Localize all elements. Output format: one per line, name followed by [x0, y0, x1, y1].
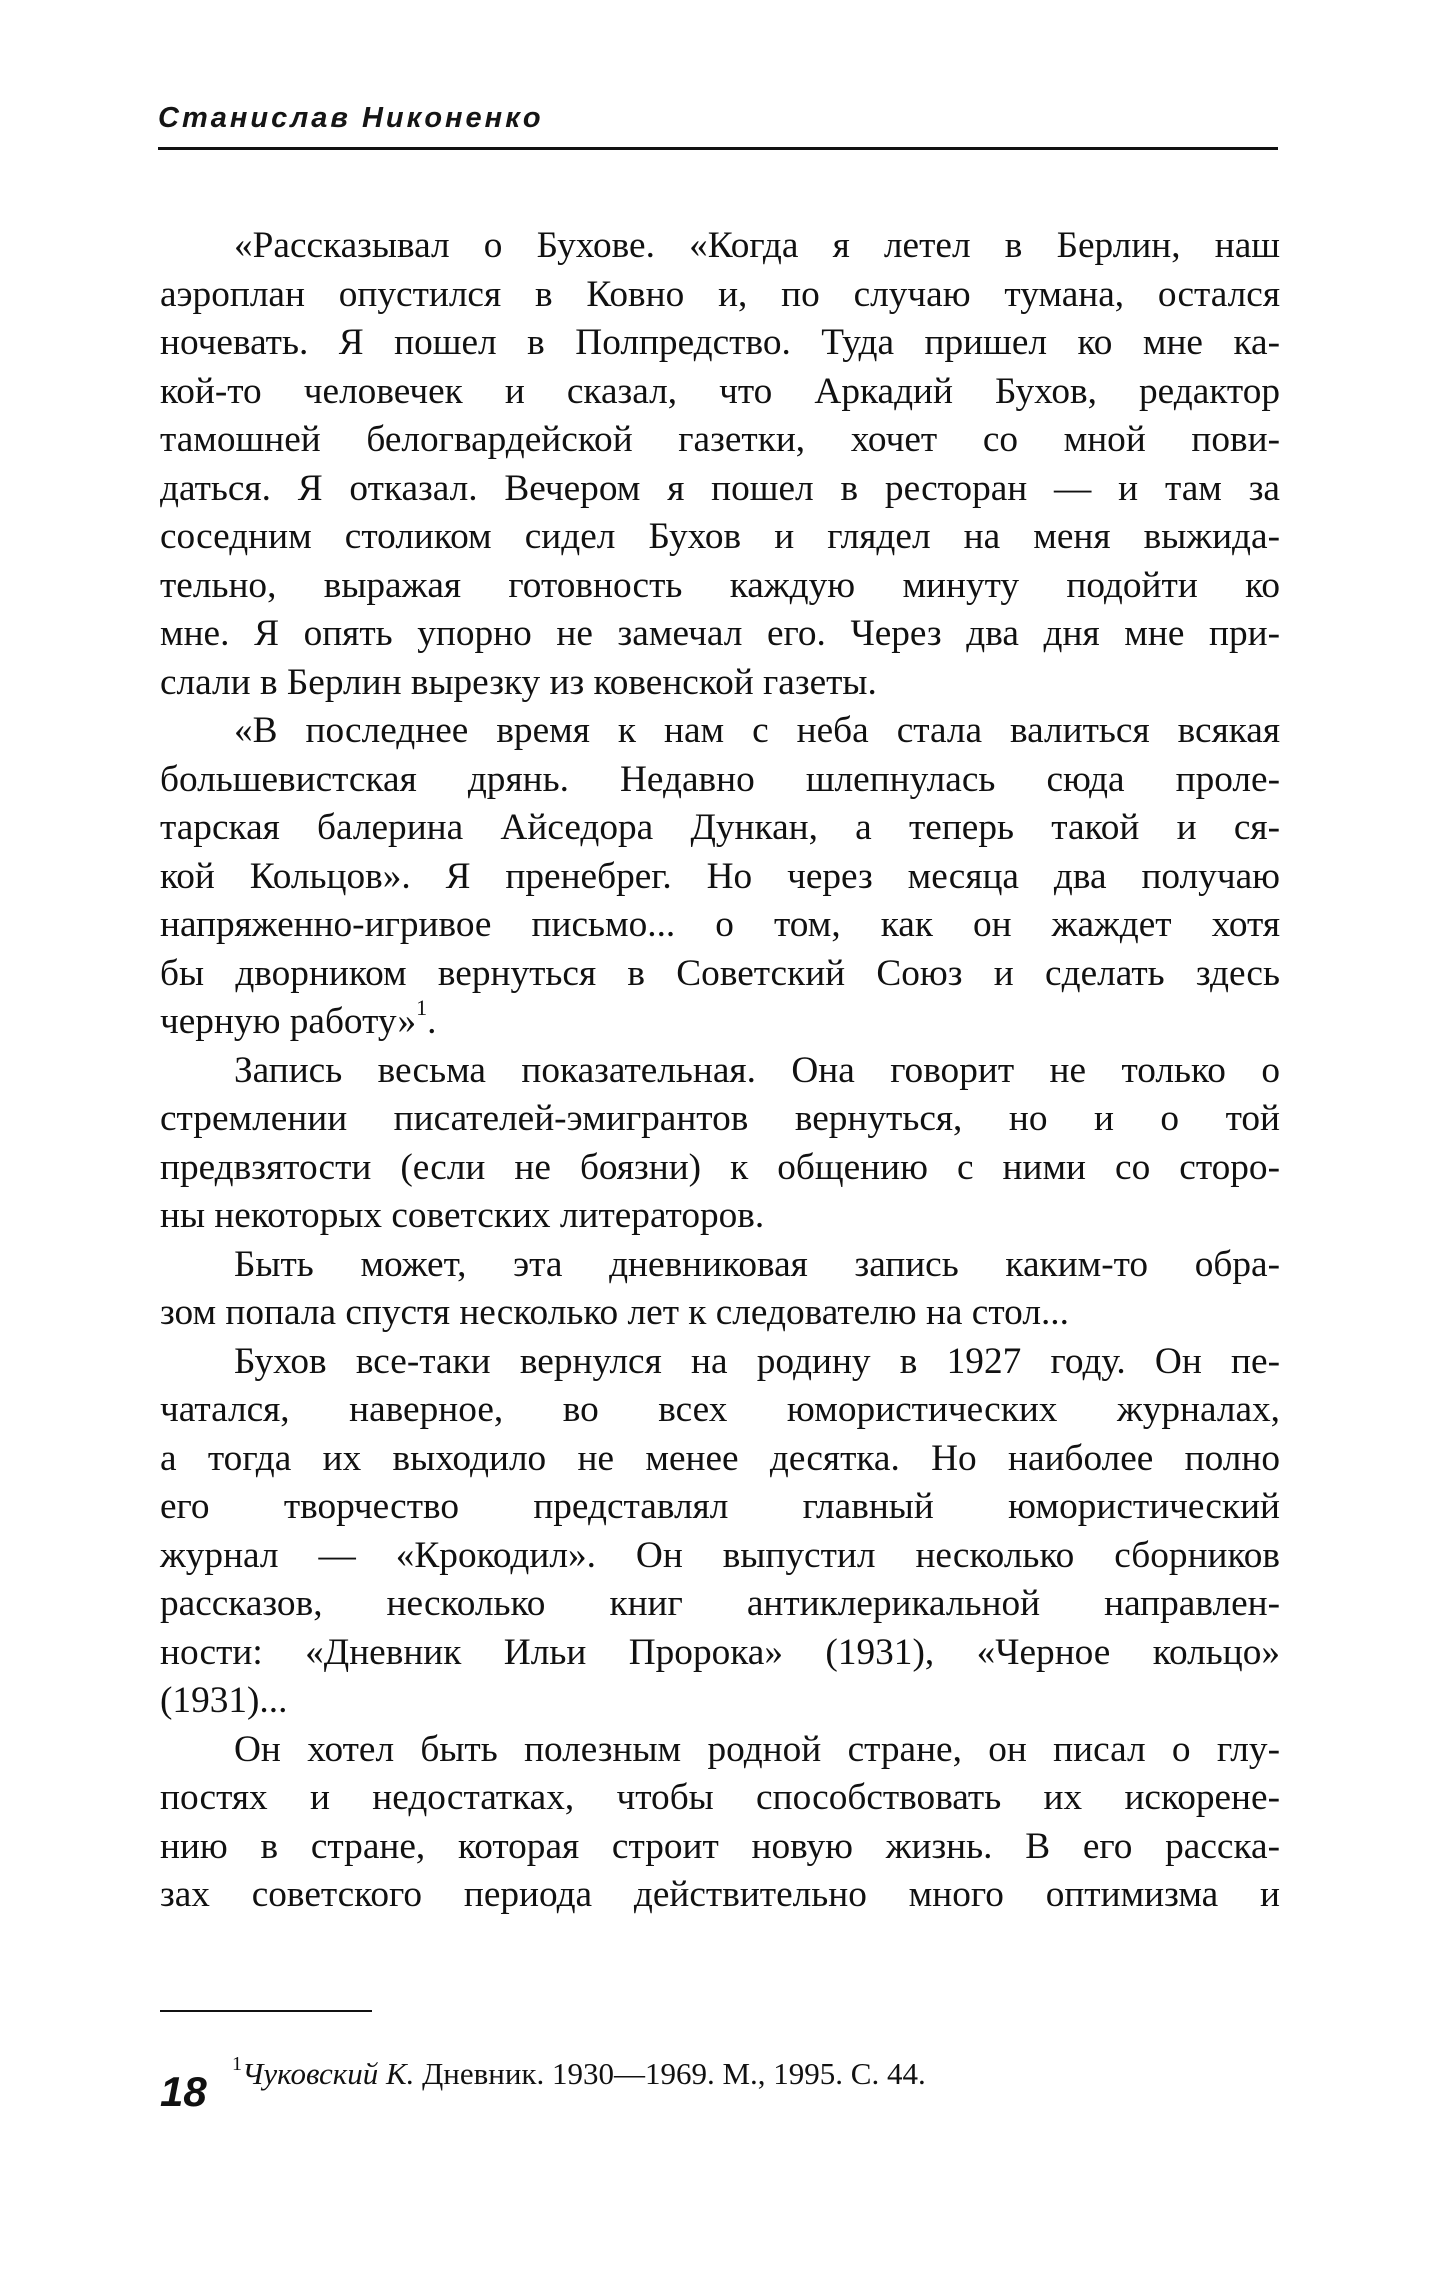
text-line-with-ref [160, 995, 1280, 1047]
text-line: тамошней белогвардейской газетки, хочет со мной пови- [160, 419, 1280, 460]
text-line: бы дворником вернуться в Советский Союз и сделать здесь [160, 952, 1280, 994]
text-line: тарская балерина Айседора Дункан, а теперь такой и ся- [160, 807, 1280, 848]
text-line: ны некоторых советских литераторов. [160, 1195, 765, 1236]
text-line: чатался, наверное, во всех юмористических журналах, [160, 1389, 1280, 1430]
text-line: большевистская дрянь. Недавно шлепнулась сюда проле- [160, 758, 1280, 800]
footnote-text: Дневник. 1930—1969. М., 1995. С. 44. [414, 2056, 926, 2091]
text-line: даться. Я отказал. Вечером я пошел в ресторан — и там за [160, 467, 1280, 509]
header-rule [158, 147, 1278, 150]
page-number: 18 [160, 2068, 207, 2115]
text-line: кой-то человечек и сказал, что Аркадий Бухов, редактор [160, 370, 1280, 412]
ref-trailing: . [427, 1001, 437, 1042]
text-line: его творчество представлял главный юмористический [160, 1486, 1280, 1527]
text-line: рассказов, несколько книг антиклерикальной направлен- [160, 1583, 1280, 1624]
text-line: мне. Я опять упорно не замечал его. Через два дня мне при- [160, 613, 1280, 654]
text-line: черную работу» [160, 1001, 417, 1042]
paragraph [160, 707, 1280, 1047]
text-line: предвзятости (если не боязни) к общению с ними со сторо- [160, 1146, 1280, 1188]
footnote-number: 1 [232, 2053, 242, 2075]
text-line: зах советского периода действительно много оптимизма и [160, 1874, 1280, 1915]
text-line: журнал — «Крокодил». Он выпустил несколько сборников [160, 1534, 1280, 1576]
paragraph [160, 1241, 1280, 1338]
text-line: соседним столиком сидел Бухов и глядел на меня выжида- [160, 516, 1280, 557]
text-line: зом попала спустя несколько лет к следователю на стол... [160, 1292, 1069, 1333]
text-line: кой Кольцов». Я пренебрег. Но через месяца два получаю [160, 855, 1280, 897]
text-line: стремлении писателей-эмигрантов вернуться, но и о той [160, 1098, 1280, 1139]
footnote-author: Чуковский К. [242, 2056, 415, 2091]
text-line: постях и недостатках, чтобы способствовать их искорене- [160, 1777, 1280, 1818]
footnote [232, 2053, 926, 2092]
paragraph [160, 222, 1280, 707]
text-line: (1931)... [160, 1680, 288, 1721]
text-line: Он хотел быть полезным родной стране, он писал о глу- [234, 1728, 1280, 1770]
text-line: Бухов все-таки вернулся на родину в 1927 году. Он пе- [234, 1340, 1280, 1382]
text-line: напряженно-игривое письмо... о том, как он жаждет хотя [160, 904, 1280, 945]
text-line: тельно, выражая готовность каждую минуту подойти ко [160, 564, 1280, 606]
text-line: слали в Берлин вырезку из ковенской газеты. [160, 661, 877, 703]
body-text [160, 222, 1280, 1920]
paragraph [160, 1338, 1280, 1726]
text-line: Быть может, эта дневниковая запись каким-то обра- [234, 1243, 1280, 1285]
paragraph [160, 1047, 1280, 1241]
footnote-ref: 1 [416, 995, 428, 1020]
text-line: аэроплан опустился в Ковно и, по случаю тумана, остался [160, 273, 1280, 315]
running-header [158, 102, 1278, 135]
text-line: ночевать. Я пошел в Полпредство. Туда пришел ко мне ка- [160, 322, 1280, 363]
text-line: «Рассказывал о Бухове. «Когда я летел в Берлин, наш [234, 225, 1280, 266]
text-line: нию в стране, которая строит новую жизнь. В его расска- [160, 1825, 1280, 1867]
text-line: Запись весьма показательная. Она говорит не только о [234, 1049, 1280, 1091]
text-line: а тогда их выходило не менее десятка. Но наиболее полно [160, 1437, 1280, 1479]
paragraph [160, 1726, 1280, 1920]
footnote-rule [160, 2010, 372, 2012]
text-line: ности: «Дневник Ильи Пророка» (1931), «Черное кольцо» [160, 1631, 1280, 1673]
header-author: Станислав Никоненко [158, 102, 544, 134]
text-line: «В последнее время к нам с неба стала валиться всякая [234, 710, 1280, 751]
